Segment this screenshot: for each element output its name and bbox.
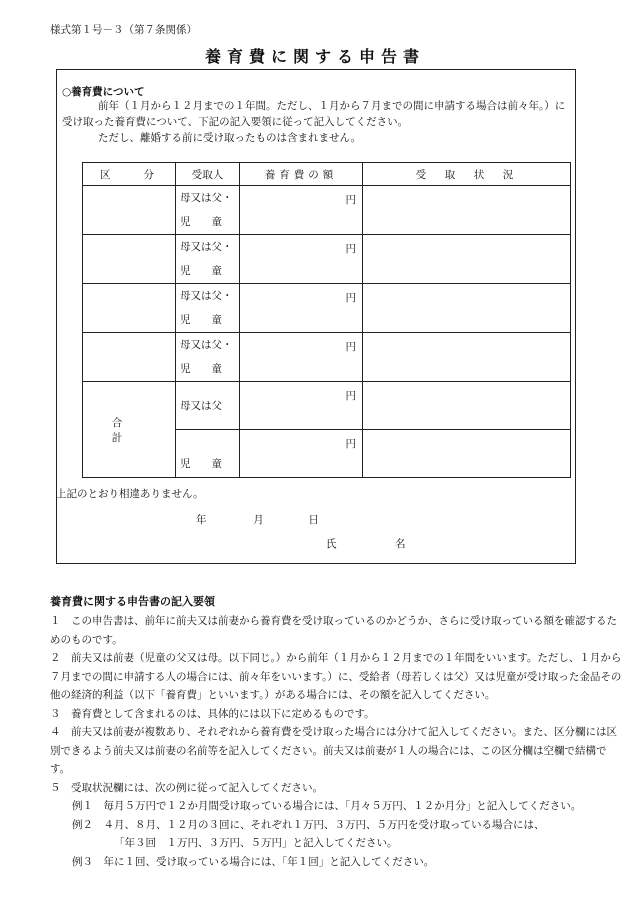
total-status-child[interactable] xyxy=(363,430,571,478)
confirmation-text: 上記のとおり相違ありません。 xyxy=(56,488,204,500)
category-cell[interactable] xyxy=(83,235,176,284)
guide-item: １ この申告書は、前年に前夫又は前妻から養育費を受け取っているのかどうか、さらに受け取っている額を確認するためのものです。 xyxy=(50,615,617,646)
total-amount-child[interactable]: 円 xyxy=(240,430,363,478)
header-recipient: 受取人 xyxy=(176,163,240,186)
table-row xyxy=(83,284,571,333)
guide-title: 養育費に関する申告書の記入要領 xyxy=(50,595,215,608)
header-category: 区 分 xyxy=(83,163,176,186)
guide-example-cont: 「年３回 １万円、３万円、５万円」と記入してください。 xyxy=(114,837,398,849)
date-line[interactable] xyxy=(196,512,319,527)
form-number-label: 様式第１号－３（第７条関係） xyxy=(50,24,197,36)
category-cell[interactable] xyxy=(83,333,176,382)
status-cell[interactable] xyxy=(363,186,571,235)
category-cell[interactable] xyxy=(83,186,176,235)
amount-cell[interactable]: 円 xyxy=(240,186,363,235)
signature-label[interactable]: 氏 名 xyxy=(326,538,430,550)
table-row xyxy=(83,186,571,235)
status-cell[interactable] xyxy=(363,333,571,382)
header-status: 受 取 状 況 xyxy=(363,163,571,186)
guide-item: ３ 養育費として含まれるのは、具体的には以下に定めるものです。 xyxy=(50,707,375,720)
recipient-parent: 母又は父・ xyxy=(180,339,233,351)
guide-list xyxy=(50,612,625,871)
total-status-parent[interactable] xyxy=(363,382,571,430)
support-table xyxy=(82,162,571,478)
recipient-child: 児 童 xyxy=(180,216,222,228)
status-cell[interactable] xyxy=(363,235,571,284)
date-month: 月 xyxy=(253,514,264,526)
guide-example: 例１ 毎月５万円で１２か月間受け取っている場合には、「月々５万円、１２か月分」と記入してください。 xyxy=(72,800,582,812)
recipient-child: 児 童 xyxy=(180,314,222,326)
recipient-child: 児 童 xyxy=(180,265,222,277)
guide-item: ２ 前夫又は前妻（児童の父又は母。以下同じ。）から前年（１月から１２月までの１年間をいいます。ただし、１月から７月までの間に申請する人の場合には、前々年をいいます。）に、受給者（母若しくは父）又は児童が受け取った金品その他の経済的利益（以下「養育費」といいます。）がある場合には、その額を記入してください。 xyxy=(50,652,622,701)
guide-item: ４ 前夫又は前妻が複数あり、それぞれから養育費を受け取った場合には分けて記入してください。また、区分欄には区別できるよう前夫又は前妻の名前等を記入してください。前夫又は前妻が１人の場合には、この区分欄は空欄で結構です。 xyxy=(50,726,617,775)
section-heading: ○養育費について xyxy=(62,86,145,98)
guide-item: ５ 受取状況欄には、次の例に従って記入してください。 xyxy=(50,781,323,794)
recipient-parent: 母又は父・ xyxy=(180,290,233,302)
total-row-parent xyxy=(83,382,571,430)
recipient-cell[interactable] xyxy=(176,284,240,333)
date-year: 年 xyxy=(196,514,207,526)
status-cell[interactable] xyxy=(363,284,571,333)
recipient-child: 児 童 xyxy=(180,363,222,375)
table-header-row xyxy=(83,163,571,186)
recipient-parent: 母又は父・ xyxy=(180,241,233,253)
table-row xyxy=(83,333,571,382)
header-amount: 養育費の額 xyxy=(240,163,363,186)
document-title: 養育費に関する申告書 xyxy=(204,47,425,66)
total-amount-parent[interactable]: 円 xyxy=(240,382,363,430)
total-label: 合 計 xyxy=(83,382,176,478)
section-paragraph-2: ただし、離婚する前に受け取ったものは含まれません。 xyxy=(98,132,362,144)
recipient-cell[interactable] xyxy=(176,333,240,382)
category-cell[interactable] xyxy=(83,284,176,333)
amount-cell[interactable]: 円 xyxy=(240,333,363,382)
section-paragraph-1: 前年（１月から１２月までの１年間。ただし、１月から７月までの間に申請する場合は前々年。）に受け取った養育費について、下記の記入要領に従って記入してください。 xyxy=(62,100,566,128)
amount-cell[interactable]: 円 xyxy=(240,284,363,333)
date-day: 日 xyxy=(308,514,319,526)
amount-cell[interactable]: 円 xyxy=(240,235,363,284)
recipient-cell[interactable] xyxy=(176,235,240,284)
table-row xyxy=(83,235,571,284)
recipient-parent: 母又は父・ xyxy=(180,192,233,204)
guide-example: 例２ ４月、８月、１２月の３回に、それぞれ１万円、３万円、５万円を受け取っている場合には、 xyxy=(72,818,545,831)
recipient-cell[interactable] xyxy=(176,186,240,235)
total-recipient-parent: 母又は父 xyxy=(176,382,240,430)
guide-example: 例３ 年に１回、受け取っている場合には、「年１回」と記入してください。 xyxy=(72,855,435,868)
total-recipient-child: 児 童 xyxy=(176,430,240,478)
